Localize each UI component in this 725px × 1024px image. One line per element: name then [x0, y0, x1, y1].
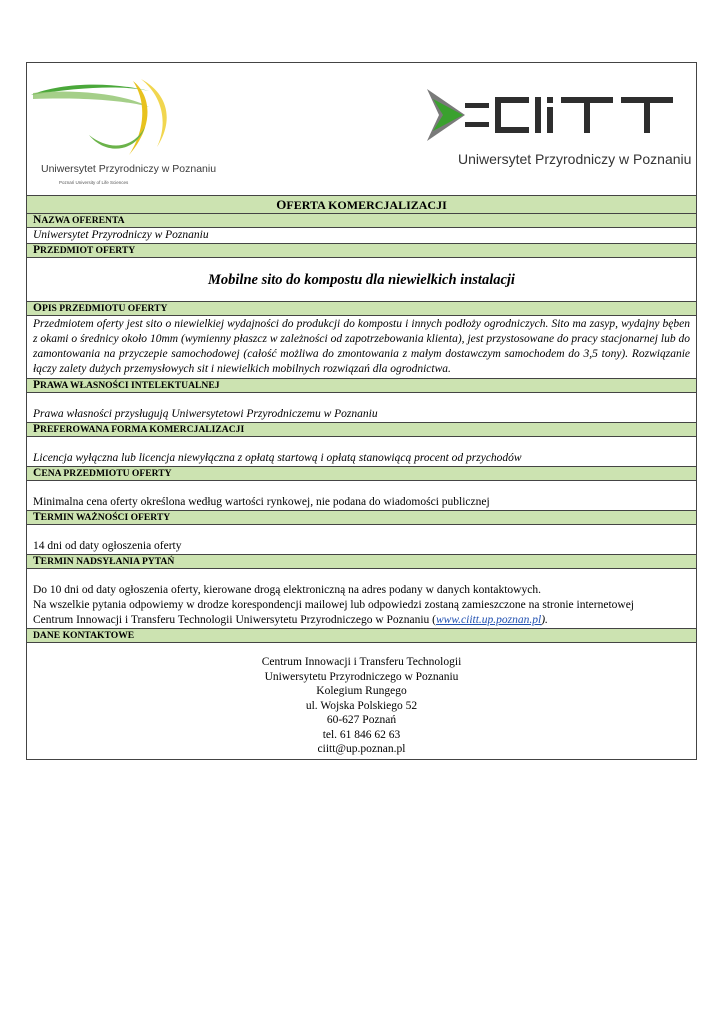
- ciitt-website-link[interactable]: www.ciitt.up.poznan.pl: [436, 614, 542, 626]
- offer-header: OFERTA KOMERCJALIZACJI: [27, 196, 696, 214]
- university-name: Uniwersytet Przyrodniczy w Poznaniu: [41, 163, 217, 175]
- section-contact: DANE KONTAKTOWE: [27, 629, 696, 643]
- contact-phone: tel. 61 846 62 63: [322, 728, 401, 741]
- price-value: Minimalna cena oferty określona według wartości rynkowej, nie podana do wiadomości publicznej: [27, 481, 696, 511]
- questions-value: [27, 569, 696, 629]
- section-description: OPIS PRZEDMIOTU OFERTY: [27, 302, 696, 316]
- questions-line-1: Do 10 dni od daty ogłoszenia oferty, kierowane drogą elektroniczną na adres podany w danych kontaktowych.: [33, 584, 541, 596]
- contact-line: Uniwersytetu Przyrodniczego w Poznaniu: [264, 670, 459, 683]
- offer-title: Mobilne sito do kompostu dla niewielkich instalacji: [27, 258, 696, 302]
- description-value: Przedmiotem oferty jest sito o niewielkiej wydajności do produkcji do kompostu i innych podłoży ogrodniczych. Sito ma zasyp, wydajny bęben z okami o średnicy około 10mm (wymienny płaszcz w zależności od zapotrzebowania klienta), jest przystosowane do pracy stacjonarnej lub do zamontowania na przyczepie samochodowej (całość możliwa do zmontowania z małym dostawczym samochodem do 3,5 tony). Rozwiązanie łączy zalety dużych przemysłowych sit i niewielkich mobilnych rozwiązań dla ogrodnictwa.: [27, 316, 696, 379]
- ip-rights-value: Prawa własności przysługują Uniwersytetowi Przyrodniczemu w Poznaniu: [27, 393, 696, 423]
- ciitt-logo: [425, 85, 695, 175]
- section-commercialization-form: PREFEROWANA FORMA KOMERCJALIZACJI: [27, 423, 696, 437]
- contact-line: Centrum Innowacji i Transferu Technologii: [261, 656, 462, 668]
- offer-document: [26, 62, 697, 760]
- validity-value: 14 dni od daty ogłoszenia oferty: [27, 525, 696, 555]
- ciitt-mark-icon: [425, 85, 695, 147]
- contact-email[interactable]: ciitt@up.poznan.pl: [317, 743, 406, 755]
- contact-line: ul. Wojska Polskiego 52: [305, 699, 418, 712]
- section-offer-subject: PRZEDMIOT OFERTY: [27, 244, 696, 258]
- section-price: CENA PRZEDMIOTU OFERTY: [27, 467, 696, 481]
- questions-line-3: Centrum Innowacji i Transferu Technologii Uniwersytetu Przyrodniczego w Poznaniu (www.ciitt.up.poznan.pl).: [33, 614, 548, 626]
- questions-line-2: Na wszelkie pytania odpowiemy w drodze korespondencji mailowej lub odpowiedzi zostaną zamieszczone na stronie internetowej: [33, 599, 634, 611]
- offeror-value: Uniwersytet Przyrodniczy w Poznaniu: [27, 228, 696, 244]
- university-swoosh-icon: [29, 77, 199, 167]
- commercialization-form-value: Licencja wyłączna lub licencja niewyłączna z opłatą startową i opłatą stanowiącą procent od przychodów: [27, 437, 696, 467]
- contact-line: 60-627 Poznań: [326, 714, 397, 726]
- contact-line: Kolegium Rungego: [316, 685, 407, 697]
- logo-row: [27, 63, 696, 196]
- contact-block: [27, 643, 696, 759]
- section-ip-rights: PRAWA WŁASNOŚCI INTELEKTUALNEJ: [27, 379, 696, 393]
- section-questions-deadline: TERMIN NADSYŁANIA PYTAŃ: [27, 555, 696, 569]
- section-validity: TERMIN WAŻNOŚCI OFERTY: [27, 511, 696, 525]
- university-logo: [29, 77, 217, 189]
- university-subtitle: Poznań University of Life Sciences: [59, 180, 129, 185]
- ciitt-university-name: Uniwersytet Przyrodniczy w Poznaniu: [458, 151, 692, 167]
- section-offeror-name: NAZWA OFERENTA: [27, 214, 696, 228]
